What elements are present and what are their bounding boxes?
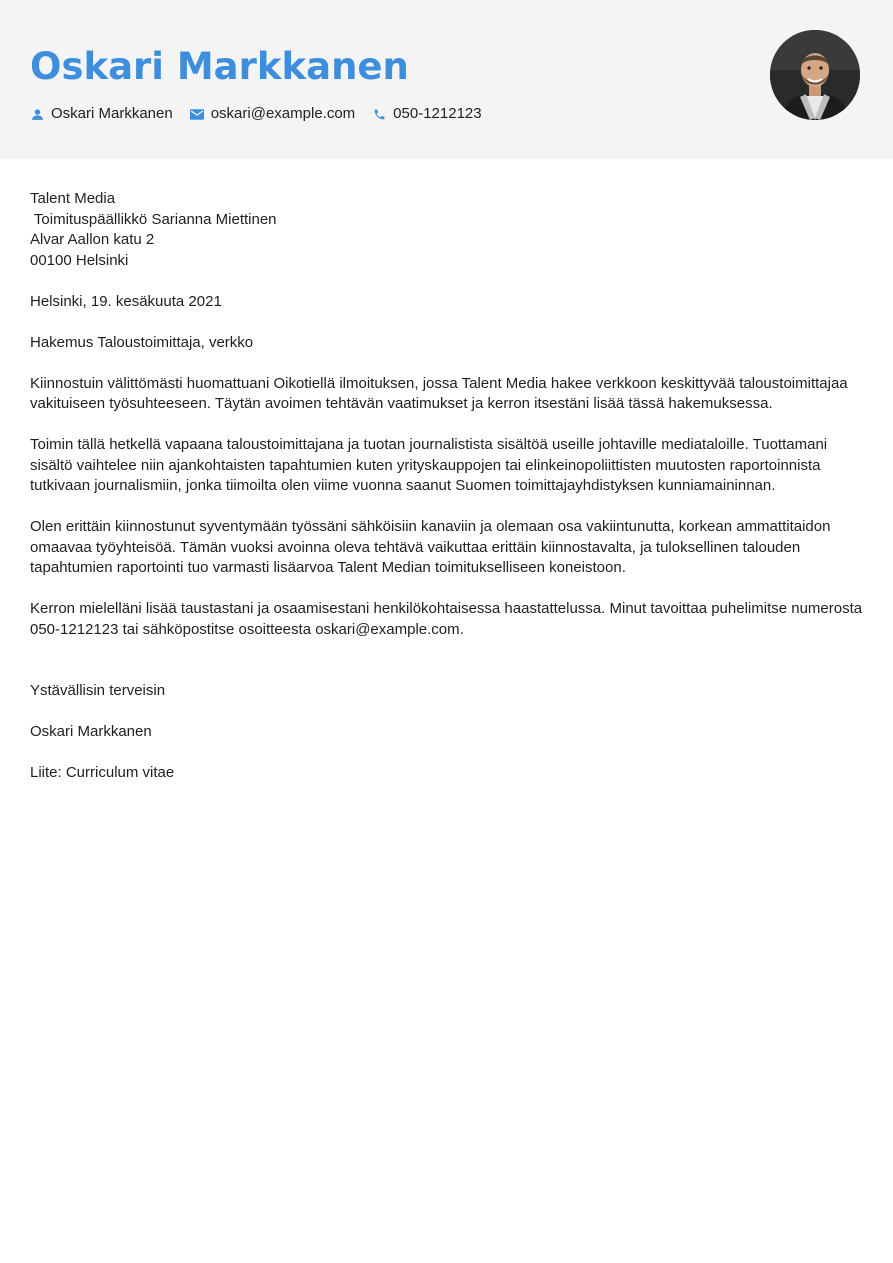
contact-email-text: oskari@example.com xyxy=(210,105,356,122)
body-paragraph-4: Kerron mielelläni lisää taustastani ja osaamisestani henkilökohtaisessa haastattelussa. Minut tavoittaa puhelimitse numerosta 050-1212123 tai sähköpostitse osoitteesta oskari@example.com. xyxy=(30,600,863,638)
applicant-name: Oskari Markkanen xyxy=(30,45,409,88)
contact-phone-text: 050-1212123 xyxy=(393,105,482,122)
date-line: Helsinki, 19. kesäkuuta 2021 xyxy=(30,292,222,310)
contact-name-text: Oskari Markkanen xyxy=(51,105,173,122)
recipient-city: 00100 Helsinki xyxy=(30,251,129,269)
person-icon xyxy=(30,107,44,121)
letter-body xyxy=(30,189,865,804)
contact-phone[interactable] xyxy=(372,104,481,124)
attachment-line: Liite: Curriculum vitae xyxy=(30,764,175,781)
contact-name xyxy=(30,104,173,124)
avatar-portrait xyxy=(770,30,860,120)
recipient-company: Talent Media xyxy=(30,190,116,207)
spacer xyxy=(30,661,865,682)
letter-header xyxy=(0,0,893,159)
signature: Oskari Markkanen xyxy=(30,723,152,740)
avatar xyxy=(770,30,860,120)
phone-icon xyxy=(372,107,386,121)
subject-line: Hakemus Taloustoimittaja, verkko xyxy=(30,333,254,351)
body-paragraph-2: Toimin tällä hetkellä vapaana taloustoimittajana ja tuotan journalistista sisältöä useille johtaville mediataloille. Tuottamani sisältö vaihtelee niin ajankohtaisten tapahtumien kuten yrityskauppojen tai elinkeinopoliittisten muutosten raportoinnista tutkivaan journalismiin, jonka tiimoilta olen viime vuonna saanut Suomen toimittajayhdistyksen kunniamaininnan. xyxy=(30,436,828,494)
contact-row xyxy=(30,104,499,124)
recipient-person: Toimituspäällikkö Sarianna Miettinen xyxy=(30,210,277,228)
body-paragraph-1: Kiinnostuin välittömästi huomattuani Oikotiellä ilmoituksen, jossa Talent Media hakee verkkoon keskittyvää taloustoimittajaa vakituiseen työsuhteeseen. Täytän avoimen tehtävän vaatimukset ja kerron itsestäni lisää tässä hakemuksessa. xyxy=(30,374,848,412)
email-icon xyxy=(190,107,204,121)
closing-line: Ystävällisin terveisin xyxy=(30,682,166,699)
body-paragraph-3: Olen erittäin kiinnostunut syventymään työssäni sähköisiin kanaviin ja olemaan osa vakiintunutta, korkean ammattitaidon omaavaa työyhteisöä. Tämän vuoksi avoinna oleva tehtävä vaikuttaa erittäin kiinnostavalta, ja tuloksellinen talouden tapahtumien raportointi tuo varmasti lisäarvoa Talent Median toimitukselliseen koneistoon. xyxy=(30,518,831,576)
recipient-street: Alvar Aallon katu 2 xyxy=(30,231,155,248)
recipient-address xyxy=(30,189,865,271)
contact-email[interactable] xyxy=(190,104,355,124)
